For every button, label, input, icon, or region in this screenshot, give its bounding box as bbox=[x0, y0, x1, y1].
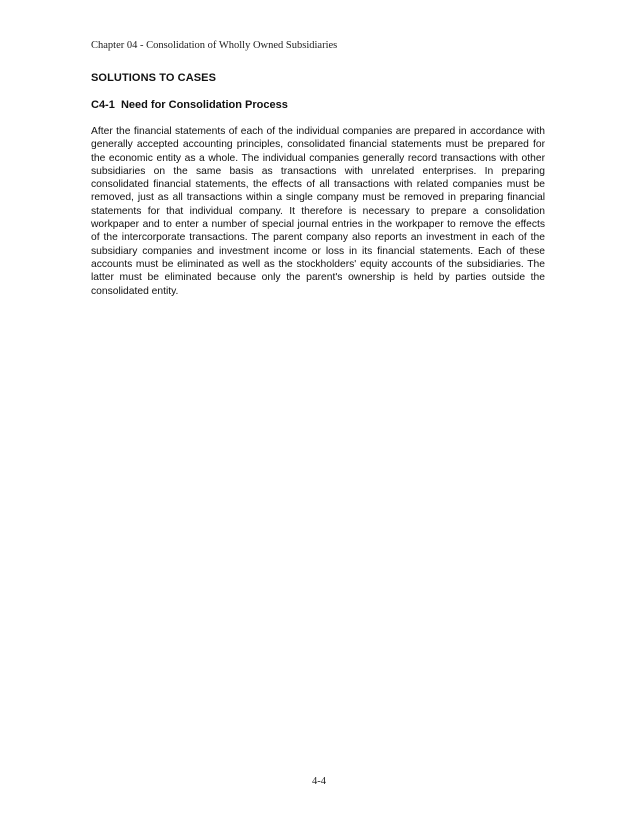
page-number: 4-4 bbox=[312, 776, 326, 787]
case-body-paragraph: After the financial statements of each of the individual companies are prepared in accordance with generally accepted accounting principles, consolidated financial statements must be prepared for the economic entity as a whole. The individual companies generally record transactions with other subsidiaries on the same basis as transactions with unrelated enterprises. In preparing consolidated financial statements, the effects of all transactions with related companies must be removed, just as all transactions within a single company must be removed in preparing financial statements for that individual company. It therefore is necessary to prepare a consolidation workpaper and to enter a number of special journal entries in the workpaper to remove the effects of the intercorporate transactions. The parent company also reports an investment in each of the subsidiary companies and investment income or loss in its financial statements. Each of these accounts must be eliminated as well as the stockholders' equity accounts of the subsidiaries. The latter must be eliminated because only the parent's ownership is held by parties outside the consolidated entity. bbox=[91, 126, 545, 297]
section-title: SOLUTIONS TO CASES bbox=[91, 72, 217, 84]
running-header: Chapter 04 - Consolidation of Wholly Owned Subsidiaries bbox=[91, 40, 338, 51]
case-title: C4-1 Need for Consolidation Process bbox=[91, 99, 288, 111]
